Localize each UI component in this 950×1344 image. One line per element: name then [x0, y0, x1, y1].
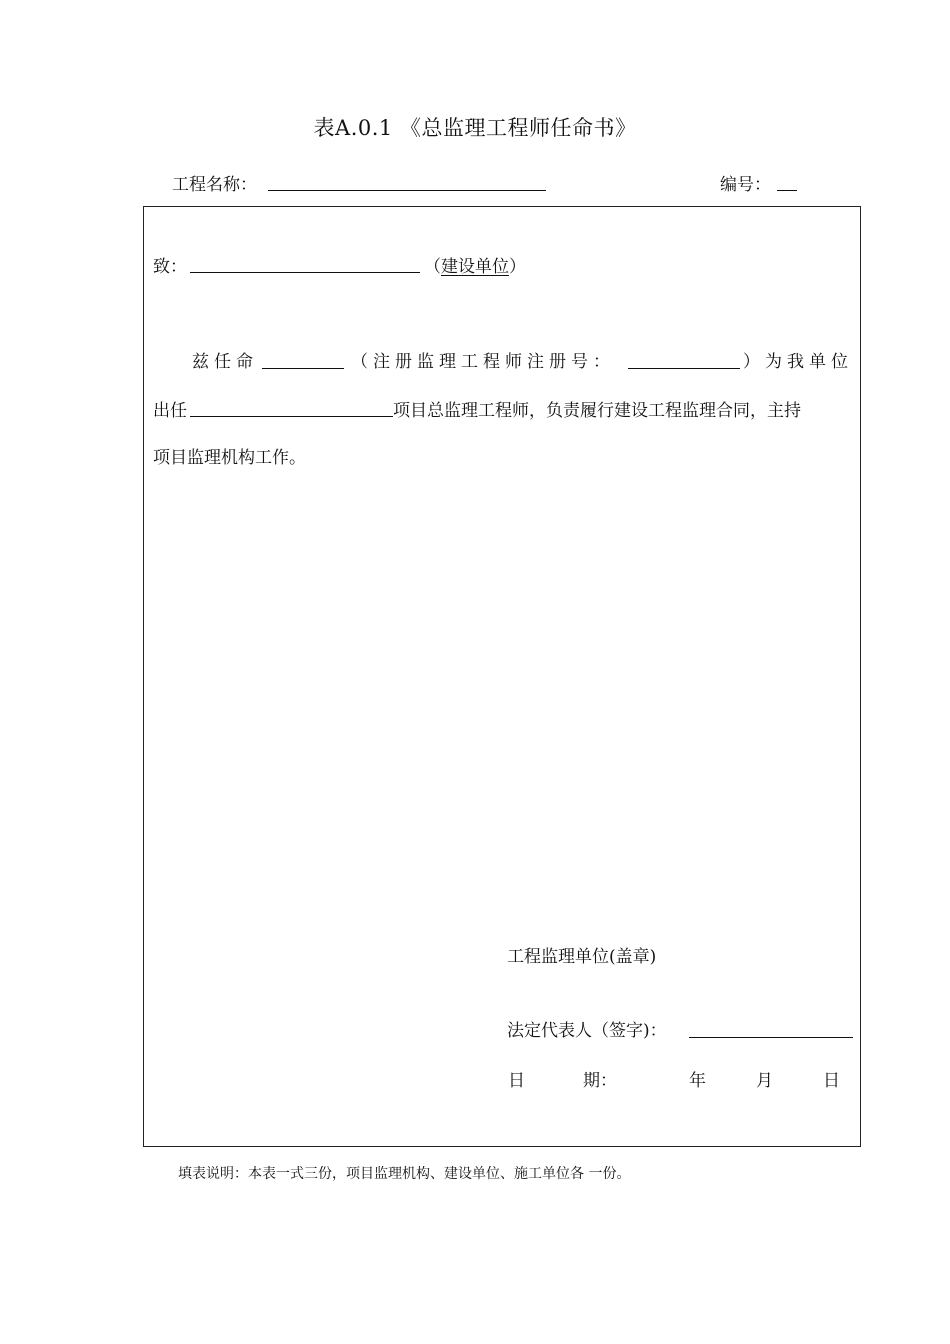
number-field[interactable] [777, 190, 797, 191]
body-closing-text: 项目监理机构工作。 [153, 448, 306, 468]
document-title: 表A.0.1 《总监理工程师任命书》 [313, 116, 637, 140]
registration-number-field[interactable] [628, 368, 740, 369]
project-field[interactable] [190, 416, 393, 417]
body-appoint-text: 兹任命 [192, 352, 258, 372]
date-year: 年 [689, 1071, 706, 1091]
date-label-2: 期： [583, 1071, 617, 1091]
addressee-field[interactable] [190, 272, 420, 273]
number-label: 编号： [720, 175, 771, 195]
appointee-name-field[interactable] [262, 368, 344, 369]
date-month: 月 [756, 1071, 773, 1091]
date-label-1: 日 [508, 1071, 525, 1091]
paren-close: ） [509, 257, 526, 277]
addressee-unit-type [424, 252, 526, 277]
supervision-unit-seal: 工程监理单位(盖章) [507, 947, 657, 967]
body-serve-text: 出任 [153, 401, 187, 421]
date-day: 日 [823, 1071, 840, 1091]
form-instructions: 填表说明：本表一式三份，项目监理机构、建设单位、施工单位各 一份。 [178, 1166, 631, 1182]
legal-rep-signature-field[interactable] [689, 1037, 853, 1038]
unit-type-text: 建设单位 [441, 257, 509, 277]
paren-open: （ [424, 257, 441, 277]
project-name-label: 工程名称： [172, 175, 257, 195]
legal-rep-label: 法定代表人（签字)： [507, 1021, 667, 1041]
body-duties-text: 项目总监理工程师，负责履行建设工程监理合同，主持 [393, 401, 801, 421]
addressee-prefix: 致： [153, 257, 187, 277]
project-name-field[interactable] [268, 190, 546, 191]
body-registration-text: （注册监理工程师注册号： [351, 352, 615, 372]
body-unit-text: ）为我单位 [743, 352, 853, 372]
